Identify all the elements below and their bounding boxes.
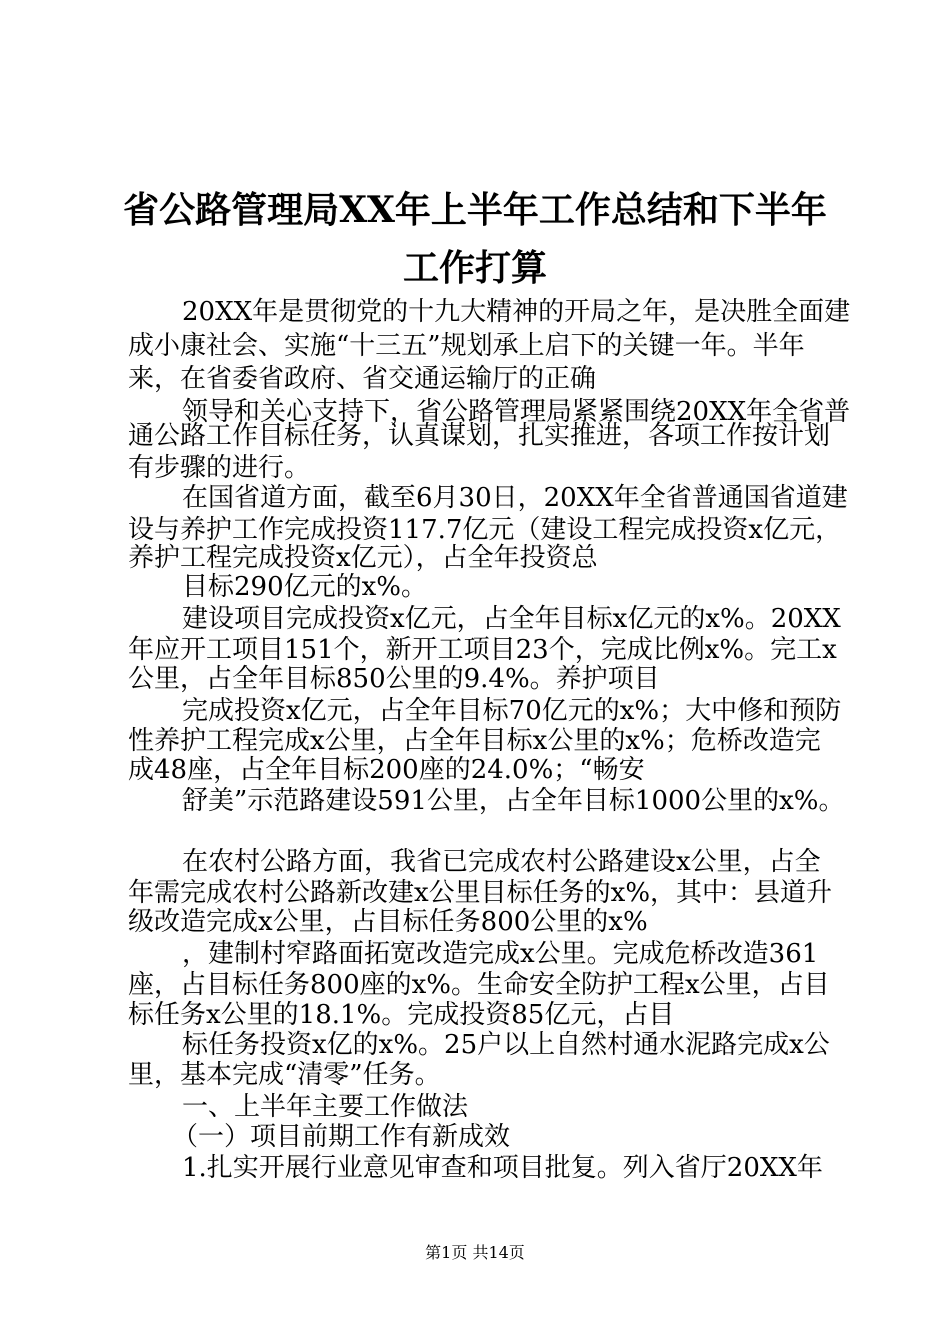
body-line: 舒美”示范路建设591公里，占全年目标1000公里的x%。	[182, 786, 845, 816]
body-line: 领导和关心支持下，省公路管理局紧紧围绕20XX年全省普	[182, 397, 851, 427]
body-line: 级改造完成x公里，占目标任务800公里的x%	[128, 907, 648, 937]
body-line: 来，在省委省政府、省交通运输厅的正确	[128, 364, 597, 394]
body-line: 通公路工作目标任务，认真谋划，扎实推进，各项工作按计划	[128, 421, 831, 451]
body-line: 完成投资x亿元，占全年目标70亿元的x%；大中修和预防	[182, 696, 842, 726]
body-line: 养护工程完成投资x亿元），占全年投资总	[128, 543, 598, 573]
body-line: ，建制村窄路面拓宽改造完成x公里。完成危桥改造361	[182, 939, 819, 969]
body-line: 有步骤的进行。	[128, 453, 311, 483]
section-heading: 一、上半年主要工作做法	[182, 1092, 469, 1122]
document-title-line-1: 省公路管理局XX年上半年工作总结和下半年	[123, 189, 827, 231]
body-line: 20XX年是贯彻党的十九大精神的开局之年，是决胜全面建	[182, 297, 851, 327]
document-title-line-2: 工作打算	[402, 247, 547, 289]
body-line: 在农村公路方面，我省已完成农村公路建设x公里，占全	[182, 847, 821, 877]
page-number-footer: 第1页 共14页	[425, 1243, 525, 1262]
body-line: 标任务投资x亿的x%。25户以上自然村通水泥路完成x公	[182, 1030, 830, 1060]
body-line: 里，基本完成“清零”任务。	[128, 1060, 441, 1090]
body-line: 座，占目标任务800座的x%。生命安全防护工程x公里，占目	[128, 970, 830, 1000]
subsection-heading: （一）项目前期工作有新成效	[172, 1122, 511, 1152]
body-line: 设与养护工作完成投资117.7亿元（建设工程完成投资x亿元，	[128, 515, 842, 545]
body-line: 成48座，占全年目标200座的24.0%；“畅安	[128, 755, 645, 785]
body-line: 年需完成农村公路新改建x公里目标任务的x%，其中：县道升	[128, 878, 833, 908]
body-line: 年应开工项目151个，新开工项目23个，完成比例x%。完工x	[128, 635, 837, 665]
body-line: 公里，占全年目标850公里的9.4%。养护项目	[128, 664, 660, 694]
body-line: 建设项目完成投资x亿元，占全年目标x亿元的x%。20XX	[182, 604, 841, 634]
body-line: 1.扎实开展行业意见审查和项目批复。列入省厅20XX年	[182, 1153, 823, 1183]
body-line: 性养护工程完成x公里，占全年目标x公里的x%；危桥改造完	[128, 726, 821, 756]
body-line: 在国省道方面，截至6月30日，20XX年全省普通国省道建	[182, 483, 848, 513]
body-line: 标任务x公里的18.1%。完成投资85亿元，占目	[128, 1000, 675, 1030]
body-line: 目标290亿元的x%。	[182, 572, 427, 602]
body-line: 成小康社会、实施“十三五”规划承上启下的关键一年。半年	[128, 331, 805, 361]
